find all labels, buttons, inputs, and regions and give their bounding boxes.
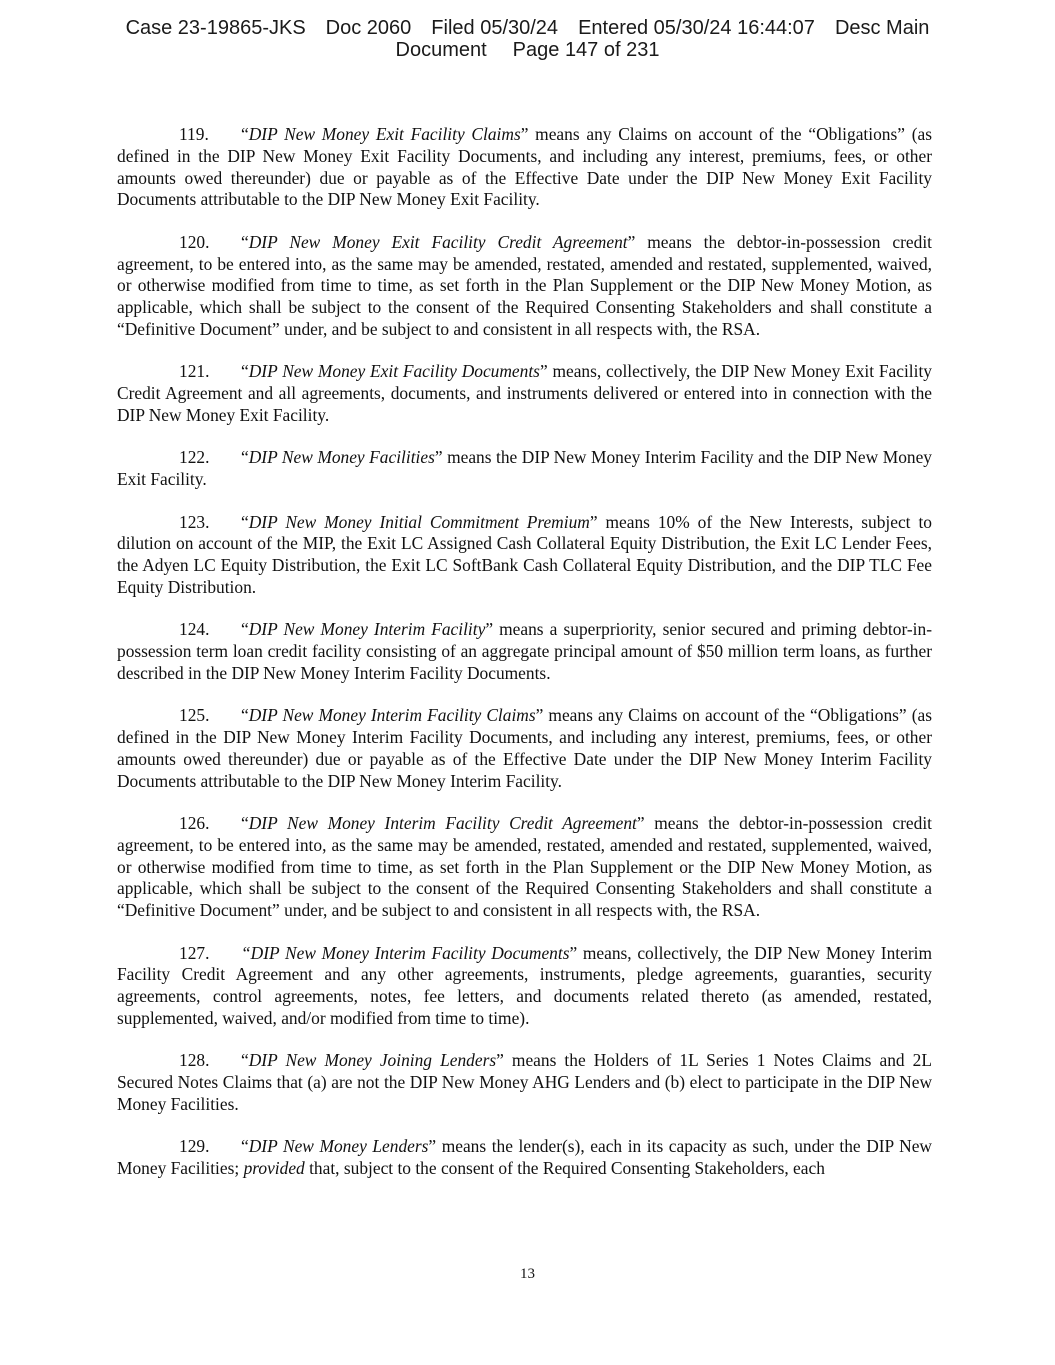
filing-header-line-1 bbox=[0, 18, 1055, 39]
filed-date: Filed 05/30/24 bbox=[431, 17, 559, 39]
definition-text: ” means the debtor-in-possession credit agreement, to be entered into, as the same may be amended, restated, amended and restated, supplemented, waived, or otherwise modified from time to time, as set forth in the Plan Supplement or the DIP New Money Motion, as applicable, which shall be subject to the consent of the Required Consenting Stakeholders and shall constitute a “Definitive Document” under, and be subject to and consistent in all respects with, the RSA. bbox=[117, 231, 932, 339]
paragraph-number: 126. bbox=[179, 813, 210, 834]
definition-text: ” means, collectively, the DIP New Money Interim Facility Credit Agreement and any other agreements, instruments, pledge agreements, guaranties, security agreements, control agreements, notes, fee letters, and documents related thereto (as amended, restated, supplemented, waived, and/or modified from time to time). bbox=[117, 942, 932, 1029]
definition-paragraph bbox=[117, 943, 932, 1030]
entered-date: Entered 05/30/24 16:44:07 bbox=[578, 17, 815, 39]
definition-paragraph: 126. “DIP New Money Interim Facility Credit Agreement” means the debtor-in-possession credit agreement, to be entered into, as the same may be amended, restated, amended and restated, supplemented, waived, or otherwise modified from time to time, as set forth in the Plan Supplement or the DIP New Money Motion, as applicable, which shall be subject to the consent of the Required Consenting Stakeholders and shall constitute a “Definitive Document” under, and be subject to and consistent in all respects with, the RSA. bbox=[117, 813, 932, 921]
paragraph-number: 119. bbox=[179, 124, 209, 144]
document-label: Document bbox=[395, 39, 487, 61]
definition-text: ” means, collectively, the DIP New Money Exit Facility Credit Agreement and all agreements, documents, and instruments delivered or entered into in connection with the DIP New Money Exit Facility. bbox=[117, 361, 933, 425]
paragraph-number: 122. bbox=[179, 447, 210, 468]
paragraph-number: 125. bbox=[179, 705, 210, 726]
paragraph-number: 128. bbox=[179, 1050, 210, 1071]
definition-paragraph: 125. “DIP New Money Interim Facility Claims” means any Claims on account of the “Obligations” (as defined in the DIP New Money Interim Facility Documents, and including any interest, premiums, fees, or other amounts owed thereunder) due or payable as of the Effective Date under the DIP New Money Interim Facility Documents attributable to the DIP New Money Interim Facility. bbox=[117, 705, 932, 791]
definition-text: ” means any Claims on account of the “Obligations” (as defined in the DIP New Money Interim Facility Documents, and including any interest, premiums, fees, or other amounts owed thereunder) due or payable as of the Effective Date under the DIP New Money Interim Facility Documents attributable to the DIP New Money Interim Facility. bbox=[117, 705, 932, 791]
definition-text-continued: that, subject to the consent of the Required Consenting Stakeholders, each bbox=[304, 1158, 825, 1179]
case-number: Case 23-19865-JKS bbox=[125, 17, 306, 39]
definition-paragraph: 124. “DIP New Money Interim Facility” means a superpriority, senior secured and priming debtor-in-possession term loan credit facility consisting of an aggregate principal amount of $50 million term loans, as further described in the DIP New Money Interim Facility Documents. bbox=[117, 619, 933, 683]
defined-term: DIP New Money Exit Facility Credit Agreement bbox=[248, 231, 628, 252]
defined-term: DIP New Money Exit Facility Claims bbox=[248, 124, 521, 144]
paragraph-number: 124. bbox=[179, 619, 210, 640]
definition-text: ” means 10% of the New Interests, subject to dilution on account of the MIP, the Exit LC Assigned Cash Collateral Equity Distribution, the Exit LC Lender Fees, the Adyen LC Equity Distribution, the Exit LC SoftBank Cash Collateral Equity Distribution, and the DIP TLC Fee Equity Distribution. bbox=[117, 511, 932, 597]
defined-term: DIP New Money Interim Facility Claims bbox=[248, 705, 536, 726]
page-of-total: Page 147 of 231 bbox=[512, 39, 660, 61]
definition-paragraph: 121. “DIP New Money Exit Facility Documents” means, collectively, the DIP New Money Exit Facility Credit Agreement and all agreements, documents, and instruments delivered or entered into in connection with the DIP New Money Exit Facility. bbox=[117, 361, 933, 425]
defined-term: “DIP New Money Interim Facility Documents bbox=[241, 942, 570, 963]
definition-paragraph: 129. “DIP New Money Lenders” means the lender(s), each in its capacity as such, under the DIP New Money Facilities; provided that, subject to the consent of the Required Consenting Stakeholders, each bbox=[117, 1136, 932, 1179]
defined-term: DIP New Money Facilities bbox=[248, 447, 435, 468]
defined-term: DIP New Money Interim Facility Credit Agreement bbox=[248, 813, 637, 834]
defined-term: DIP New Money Initial Commitment Premium bbox=[248, 511, 590, 532]
defined-term: DIP New Money Lenders bbox=[248, 1136, 429, 1157]
paragraph-number: 121. bbox=[179, 361, 210, 382]
definition-paragraph: 123. “DIP New Money Initial Commitment Premium” means 10% of the New Interests, subject to dilution on account of the MIP, the Exit LC Assigned Cash Collateral Equity Distribution, the Exit LC Lender Fees, the Adyen LC Equity Distribution, the Exit LC SoftBank Cash Collateral Equity Distribution, and the DIP TLC Fee Equity Distribution. bbox=[117, 511, 932, 597]
definition-text: ” means the debtor-in-possession credit agreement, to be entered into, as the same may be amended, restated, amended and restated, supplemented, waived, or otherwise modified from time to time, as set forth in the Plan Supplement or the DIP New Money Motion, as applicable, which shall be subject to the consent of the Required Consenting Stakeholders and shall constitute a “Definitive Document” under, and be subject to and consistent in all respects with, the RSA. bbox=[117, 813, 932, 921]
desc-label: Desc Main bbox=[834, 17, 930, 39]
paragraph-number: 123. bbox=[179, 511, 210, 532]
document-body bbox=[117, 124, 932, 1201]
definition-paragraph: 119. “DIP New Money Exit Facility Claims” means any Claims on account of the “Obligations” (as defined in the DIP New Money Exit Facility Documents, and including any interest, premiums, fees, or other amounts owed thereunder) due or payable as of the Effective Date under the DIP New Money Exit Facility Documents attributable to the DIP New Money Exit Facility. bbox=[117, 124, 932, 210]
definition-text: ” means the DIP New Money Interim Facility and the DIP New Money Exit Facility. bbox=[117, 447, 932, 490]
defined-term: DIP New Money Joining Lenders bbox=[248, 1050, 497, 1071]
filing-header-line-2 bbox=[0, 40, 1055, 61]
defined-term: DIP New Money Interim Facility bbox=[248, 619, 486, 640]
definition-text: ” means a superpriority, senior secured and priming debtor-in-possession term loan credit facility consisting of an aggregate principal amount of $50 million term loans, as further described in the DIP New Money Interim Facility Documents. bbox=[117, 619, 933, 683]
paragraph-number: 127. bbox=[179, 942, 210, 963]
proviso-word: provided bbox=[243, 1158, 305, 1179]
defined-term: DIP New Money Exit Facility Documents bbox=[248, 361, 540, 382]
definition-paragraph: 122. “DIP New Money Facilities” means the DIP New Money Interim Facility and the DIP New Money Exit Facility. bbox=[117, 447, 932, 490]
paragraph-number: 129. bbox=[179, 1136, 210, 1157]
doc-number: Doc 2060 bbox=[325, 17, 412, 39]
page-number: 13 bbox=[520, 1266, 535, 1282]
definition-paragraph: 128. “DIP New Money Joining Lenders” means the Holders of 1L Series 1 Notes Claims and 2L Secured Notes Claims that (a) are not the DIP New Money AHG Lenders and (b) elect to participate in the DIP New Money Facilities. bbox=[117, 1050, 932, 1115]
definition-text: ” means the lender(s), each in its capacity as such, under the DIP New Money Facilities; bbox=[117, 1136, 932, 1179]
filing-header bbox=[0, 18, 1055, 61]
definition-text: ” means any Claims on account of the “Obligations” (as defined in the DIP New Money Exit Facility Documents, and including any interest, premiums, fees, or other amounts owed thereunder) due or payable as of the Effective Date under the DIP New Money Exit Facility Documents attributable to the DIP New Money Exit Facility. bbox=[117, 124, 932, 210]
paragraph-number: 120. bbox=[179, 231, 210, 252]
definition-text: ” means the Holders of 1L Series 1 Notes Claims and 2L Secured Notes Claims that (a) are not the DIP New Money AHG Lenders and (b) elect to participate in the DIP New Money Facilities. bbox=[117, 1050, 932, 1115]
definition-paragraph: 120. “DIP New Money Exit Facility Credit Agreement” means the debtor-in-possession credit agreement, to be entered into, as the same may be amended, restated, amended and restated, supplemented, waived, or otherwise modified from time to time, as set forth in the Plan Supplement or the DIP New Money Motion, as applicable, which shall be subject to the consent of the Required Consenting Stakeholders and shall constitute a “Definitive Document” under, and be subject to and consistent in all respects with, the RSA. bbox=[117, 231, 932, 339]
